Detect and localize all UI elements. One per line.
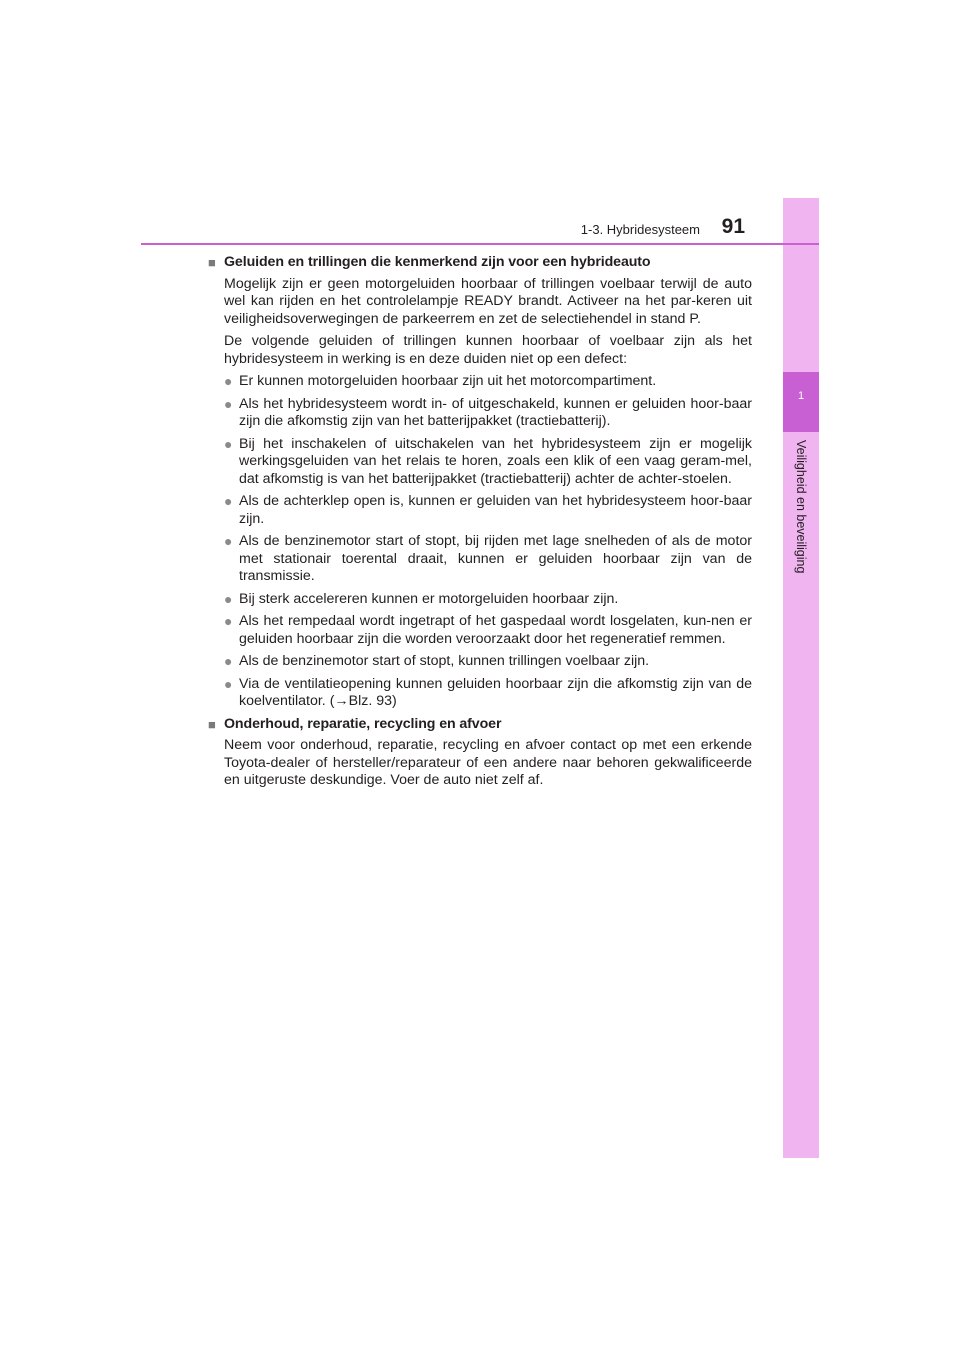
- list-item: ● Via de ventilatieopening kunnen geluiden hoorbaar zijn die afkomstig zijn van de koelventilator. (→Blz. 93): [224, 675, 752, 709]
- bullet-list: [208, 373, 752, 711]
- section-heading-text: Geluiden en trillingen die kenmerkend zijn voor een hybrideauto: [224, 254, 651, 270]
- side-chapter-tab: [783, 198, 819, 1158]
- paragraph: De volgende geluiden of trillingen kunnen hoorbaar of voelbaar zijn als het hybridesysteem in werking is en deze duiden niet op een defect:: [224, 333, 752, 367]
- bullet-dot-icon: ●: [224, 435, 233, 452]
- bullet-dot-icon: ●: [224, 590, 233, 607]
- list-item: ● Er kunnen motorgeluiden hoorbaar zijn uit het motorcompartiment.: [224, 373, 657, 389]
- bullet-dot-icon: ●: [224, 613, 233, 629]
- list-item: ● Bij het inschakelen of uitschakelen van het hybridesysteem zijn er mogelijk werkingsgeluiden van het relais te horen, zoals een klik of een vaag geram-mel, dat afkomstig is van het batterijpakket (tractiebatterij) achter de achter-stoelen.: [224, 435, 752, 487]
- bullet-dot-icon: ●: [224, 675, 233, 692]
- section-heading-text: Onderhoud, reparatie, recycling en afvoer: [224, 715, 502, 732]
- list-item: ● Als het rempedaal wordt ingetrapt of het gaspedaal wordt losgelaten, kun-nen er geluiden hoorbaar zijn die worden veroorzaakt door het regeneratief remmen.: [224, 613, 752, 647]
- paragraph: Mogelijk zijn er geen motorgeluiden hoorbaar of trillingen voelbaar terwijl de auto wel kan rijden en het controlelampje READY brandt. Activeer na het par-keren uit veiligheidsoverwegingen de parkeerrem en zet de selectiehendel in stand P.: [224, 275, 752, 327]
- paragraph: Neem voor onderhoud, reparatie, recycling en afvoer contact op met een erkende Toyota-dealer of hersteller/reparateur of een andere naar behoren gekwalificeerde en uitgeruste deskundige. Voer de auto niet zelf af.: [224, 737, 752, 788]
- list-item: ● Als het hybridesysteem wordt in- of uitgeschakeld, kunnen er geluiden hoor-baar zijn die afkomstig zijn van het batterijpakket (tractiebatterij).: [224, 395, 752, 429]
- square-bullet-icon: ■: [208, 255, 216, 270]
- bullet-dot-icon: ●: [224, 493, 233, 509]
- header-divider: [141, 243, 819, 245]
- side-chapter-number: 1: [797, 390, 805, 402]
- list-item: ● Als de achterklep open is, kunnen er geluiden van het hybridesysteem hoor-baar zijn.: [224, 493, 752, 527]
- side-chapter-label: Veiligheid en beveiliging: [794, 440, 808, 574]
- list-item: ● Als de benzinemotor start of stopt, kunnen trillingen voelbaar zijn.: [224, 653, 650, 669]
- page-content: [208, 254, 752, 795]
- header-section-title: 1-3. Hybridesysteem: [580, 222, 700, 237]
- bullet-dot-icon: ●: [224, 373, 233, 389]
- section-heading: [208, 716, 752, 734]
- side-chapter-active-marker: [783, 372, 819, 432]
- bullet-dot-icon: ●: [224, 533, 233, 549]
- section-heading: [208, 254, 752, 272]
- bullet-dot-icon: ●: [224, 395, 233, 412]
- list-item: ● Bij sterk accelereren kunnen er motorgeluiden hoorbaar zijn.: [224, 590, 619, 607]
- list-item: ● Als de benzinemotor start of stopt, bij rijden met lage snelheden of als de motor met stationair toerental draait, kunnen er geluiden hoorbaar zijn van de transmissie.: [224, 533, 752, 584]
- page-number: 91: [721, 215, 745, 238]
- bullet-dot-icon: ●: [224, 653, 233, 669]
- square-bullet-icon: ■: [208, 716, 216, 732]
